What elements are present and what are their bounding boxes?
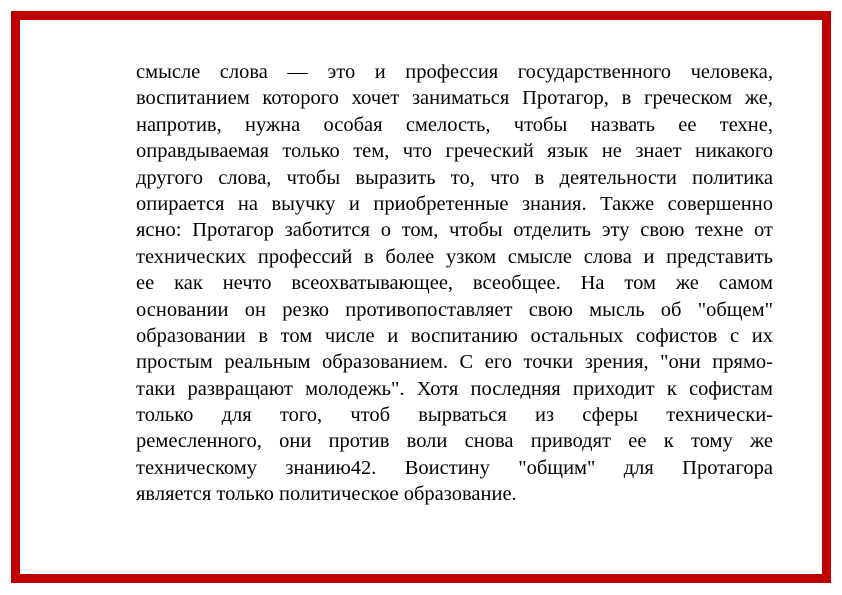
- text-line: смысле слова — это и профессия государственного человека,: [136, 61, 773, 83]
- text-line: оправдываемая только тем, что греческий язык не знает никакого: [136, 140, 773, 163]
- text-line: является только политическое образование.: [136, 483, 517, 506]
- text-line: таки развращают молодежь". Хотя последняя приходит к софистам: [136, 377, 773, 400]
- text-line: опирается на выучку и приобретенные знания. Также совершенно: [136, 192, 773, 215]
- text-line: только для того, чтоб вырваться из сферы технически-: [136, 404, 773, 427]
- text-line: ее как нечто всеохватывающее, всеобщее. На том же самом: [136, 272, 773, 295]
- text-line: ремесленного, они против воли снова приводят ее к тому же: [136, 430, 773, 453]
- body-text: [136, 59, 773, 508]
- text-line: воспитанием которого хочет заниматься Протагор, в греческом же,: [136, 87, 773, 110]
- text-line: ясно: Протагор заботится о том, чтобы отделить эту свою техне от: [136, 219, 773, 242]
- text-line: другого слова, чтобы выразить то, что в деятельности политика: [136, 166, 773, 189]
- text-line: напротив, нужна особая смелость, чтобы назвать ее техне,: [136, 113, 773, 136]
- text-line: техническому знанию42. Воистину "общим" для Протагора: [136, 456, 773, 479]
- text-line: технических профессий в более узком смысле слова и представить: [136, 245, 773, 268]
- text-line: простым реальным образованием. С его точки зрения, "они прямо-: [136, 351, 773, 374]
- text-line: образовании в том числе и воспитанию остальных софистов с их: [136, 324, 773, 347]
- text-line: основании он резко противопоставляет свою мысль об "общем": [136, 298, 773, 321]
